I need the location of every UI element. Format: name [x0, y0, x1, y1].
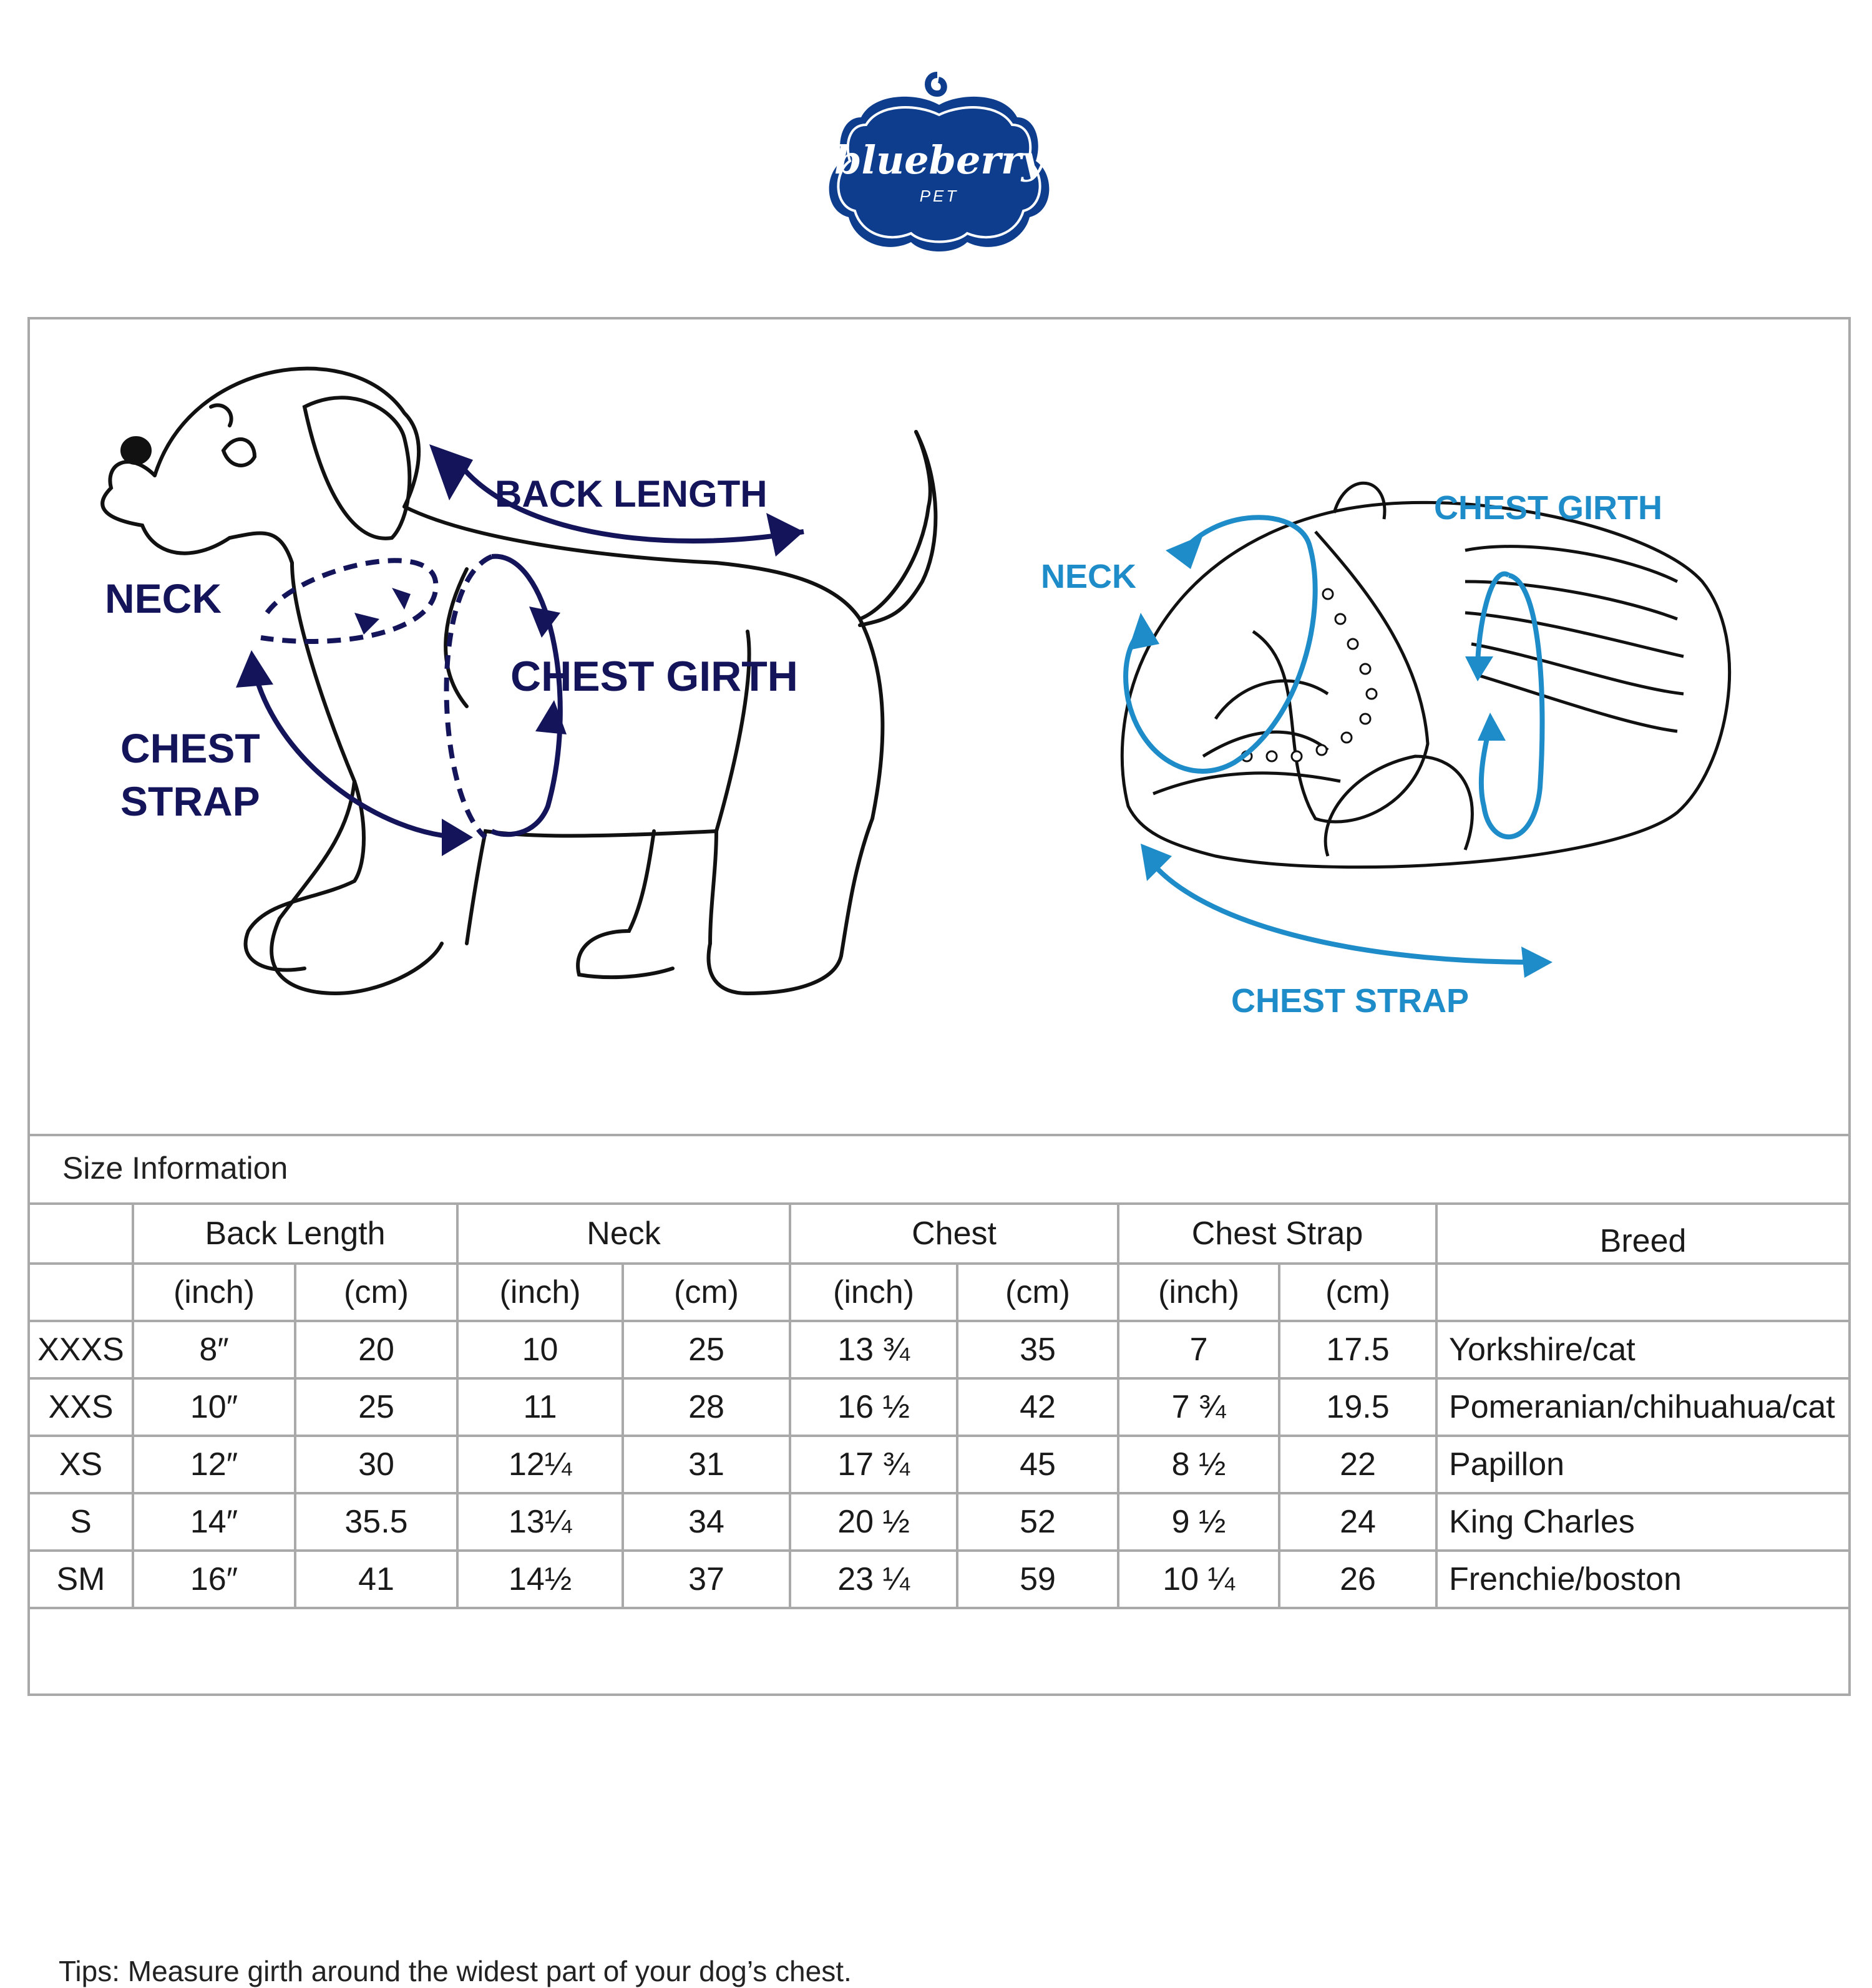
dog-label-neck: NECK [105, 575, 222, 621]
value-cell: 10 ¼ [1118, 1551, 1279, 1608]
unit-cell: (cm) [1279, 1264, 1436, 1321]
value-cell: 23 ¼ [790, 1551, 957, 1608]
value-cell: 28 [623, 1378, 790, 1436]
value-cell: 22 [1279, 1436, 1436, 1493]
breed-cell: Yorkshire/cat [1436, 1321, 1848, 1378]
value-cell: 7 [1118, 1321, 1279, 1378]
unit-cell: (cm) [295, 1264, 457, 1321]
size-table [30, 1202, 1848, 1609]
value-cell: 30 [295, 1436, 457, 1493]
header-neck: Neck [457, 1204, 790, 1264]
table-header-groups [30, 1204, 1848, 1264]
table-row [30, 1378, 1848, 1436]
harness-label-neck: NECK [1041, 558, 1137, 595]
value-cell: 13 ¾ [790, 1321, 957, 1378]
harness-label-chest-girth: CHEST GIRTH [1434, 489, 1663, 527]
value-cell: 7 ¾ [1118, 1378, 1279, 1436]
value-cell: 42 [957, 1378, 1118, 1436]
value-cell: 9 ½ [1118, 1493, 1279, 1551]
value-cell: 25 [623, 1321, 790, 1378]
units-breed-blank [1436, 1264, 1848, 1321]
value-cell: 10 [457, 1321, 623, 1378]
unit-cell: (inch) [1118, 1264, 1279, 1321]
unit-cell: (cm) [623, 1264, 790, 1321]
breed-cell: Papillon [1436, 1436, 1848, 1493]
value-cell: 26 [1279, 1551, 1436, 1608]
value-cell: 13¼ [457, 1493, 623, 1551]
dog-label-chest-girth: CHEST GIRTH [510, 653, 798, 700]
unit-cell: (inch) [457, 1264, 623, 1321]
size-cell: XS [30, 1436, 133, 1493]
value-cell: 14½ [457, 1551, 623, 1608]
value-cell: 41 [295, 1551, 457, 1608]
breed-cell: King Charles [1436, 1493, 1848, 1551]
value-cell: 52 [957, 1493, 1118, 1551]
value-cell: 17.5 [1279, 1321, 1436, 1378]
header-chest-strap: Chest Strap [1118, 1204, 1436, 1264]
value-cell: 14″ [133, 1493, 295, 1551]
header-breed: Breed [1436, 1204, 1848, 1264]
value-cell: 8 ½ [1118, 1436, 1279, 1493]
value-cell: 45 [957, 1436, 1118, 1493]
units-blank [30, 1264, 133, 1321]
unit-cell: (inch) [133, 1264, 295, 1321]
value-cell: 16″ [133, 1551, 295, 1608]
value-cell: 59 [957, 1551, 1118, 1608]
table-row [30, 1493, 1848, 1551]
value-cell: 20 [295, 1321, 457, 1378]
harness-illustration [1122, 483, 1729, 867]
value-cell: 31 [623, 1436, 790, 1493]
brand-logo [817, 67, 1061, 261]
dog-label-back-length: BACK LENGTH [495, 473, 768, 515]
value-cell: 16 ½ [790, 1378, 957, 1436]
harness-label-chest-strap: CHEST STRAP [1231, 982, 1470, 1020]
value-cell: 37 [623, 1551, 790, 1608]
value-cell: 12″ [133, 1436, 295, 1493]
unit-cell: (inch) [790, 1264, 957, 1321]
size-cell: SM [30, 1551, 133, 1608]
logo-brand-text: blueberry [834, 137, 1044, 183]
size-cell: S [30, 1493, 133, 1551]
table-header-units [30, 1264, 1848, 1321]
value-cell: 11 [457, 1378, 623, 1436]
value-cell: 12¼ [457, 1436, 623, 1493]
value-cell: 19.5 [1279, 1378, 1436, 1436]
table-row [30, 1551, 1848, 1608]
logo-sub-text: PET [919, 187, 959, 205]
value-cell: 10″ [133, 1378, 295, 1436]
value-cell: 35 [957, 1321, 1118, 1378]
size-cell: XXS [30, 1378, 133, 1436]
size-cell: XXXS [30, 1321, 133, 1378]
value-cell: 24 [1279, 1493, 1436, 1551]
breed-cell: Pomeranian/chihuahua/cat [1436, 1378, 1848, 1436]
value-cell: 34 [623, 1493, 790, 1551]
table-row [30, 1321, 1848, 1378]
size-info-title: Size Information [62, 1151, 288, 1186]
dog-label-chest-strap-2: STRAP [120, 778, 260, 824]
illustration-panel [30, 319, 1848, 1134]
value-cell: 20 ½ [790, 1493, 957, 1551]
value-cell: 35.5 [295, 1493, 457, 1551]
size-chart-frame [27, 317, 1851, 1987]
table-row [30, 1436, 1848, 1493]
value-cell: 17 ¾ [790, 1436, 957, 1493]
dog-label-chest-strap-1: CHEST [120, 725, 260, 771]
header-back-length: Back Length [133, 1204, 457, 1264]
breed-cell: Frenchie/boston [1436, 1551, 1848, 1608]
value-cell: 8″ [133, 1321, 295, 1378]
tips-text: Tips: Measure girth around the widest part of your dog’s chest. [59, 1955, 852, 1987]
header-chest: Chest [790, 1204, 1118, 1264]
unit-cell: (cm) [957, 1264, 1118, 1321]
header-size-blank [30, 1204, 133, 1264]
value-cell: 25 [295, 1378, 457, 1436]
